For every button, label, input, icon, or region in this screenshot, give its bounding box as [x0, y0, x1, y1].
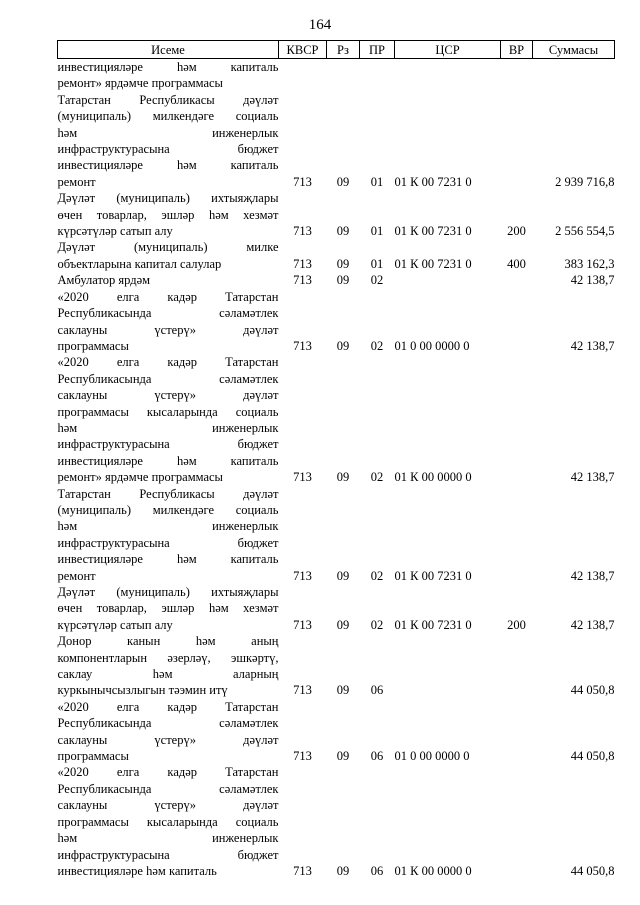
row-csr: [395, 633, 501, 699]
row-kvsr: 713: [293, 470, 312, 485]
row-name-line: инфраструктурасына бюджет: [57, 142, 279, 157]
table-row: [58, 59, 615, 92]
row-name-line: Дәүләт (муниципаль) ихтыяҗлары: [57, 585, 279, 599]
row-name-line: Республикасында сәламәтлек: [57, 371, 279, 386]
row-kvsr: 713: [293, 617, 312, 632]
row-pr: 02: [370, 617, 384, 632]
row-name-line: «2020 елга кадәр Татарстан: [57, 765, 279, 780]
table-row: [58, 289, 615, 355]
table-row: [58, 699, 615, 765]
row-csr: 01 К 00 7231 0: [394, 568, 472, 583]
row-name-line: куркынычсызлыгын тәэмин итү: [57, 683, 228, 698]
row-rz: 09: [336, 224, 350, 239]
row-sum: 42 138,7: [570, 338, 615, 353]
row-rz: 09: [336, 863, 350, 878]
row-name: [58, 289, 279, 355]
row-name-line: һәм инженерлык: [57, 420, 279, 435]
row-name-line: Дәүләт (муниципаль) милке: [57, 240, 279, 255]
row-name-line: Амбулатор ярдәм: [57, 273, 151, 288]
budget-table: [57, 40, 615, 879]
row-pr: 01: [370, 224, 384, 239]
row-name-line: инвестицияләре һәм капиталь: [57, 552, 279, 567]
row-sum: 42 138,7: [570, 568, 615, 583]
table-body: [58, 59, 615, 880]
table-row: [58, 239, 615, 272]
table-row: [58, 486, 615, 584]
header-pr: ПР: [360, 41, 395, 59]
row-rz: 09: [336, 683, 350, 698]
row-name-line: программасы кысаларында социаль: [57, 814, 279, 829]
row-kvsr: 713: [293, 273, 312, 288]
row-pr: [360, 59, 395, 92]
row-vr: [501, 92, 533, 190]
row-rz: 09: [336, 174, 350, 189]
row-name: [58, 92, 279, 190]
row-name-line: һәм инженерлык: [57, 125, 279, 140]
row-csr: 01 К 00 7231 0: [394, 617, 472, 632]
row-vr: [501, 699, 533, 765]
row-kvsr: 713: [293, 749, 312, 764]
row-name-line: «2020 елга кадәр Татарстан: [57, 289, 279, 304]
row-kvsr: 713: [293, 863, 312, 878]
row-vr: [501, 764, 533, 879]
row-name-line: компонентларын әзерләү, эшкәртү,: [57, 650, 279, 665]
row-name-line: Донор канын һәм аның: [57, 634, 279, 649]
row-pr: 06: [370, 863, 384, 878]
row-name: [58, 354, 279, 485]
row-name-line: саклау һәм аларның: [57, 667, 279, 682]
row-name-line: «2020 елга кадәр Татарстан: [57, 355, 279, 370]
row-kvsr: 713: [293, 174, 312, 189]
table-row: [58, 272, 615, 288]
table-row: [58, 633, 615, 699]
row-name-line: саклауны үстерү» дәүләт: [57, 322, 279, 337]
row-name-line: һәм инженерлык: [57, 519, 279, 534]
row-rz: 09: [336, 273, 350, 288]
row-sum: 383 162,3: [564, 256, 615, 271]
row-name: [58, 764, 279, 879]
row-name-line: инвестицияләре һәм капиталь: [57, 453, 279, 468]
row-kvsr: 713: [293, 224, 312, 239]
row-pr: 06: [370, 683, 384, 698]
table-row: [58, 92, 615, 190]
row-name-line: күрсәтүләр сатып алу: [57, 224, 173, 239]
row-name-line: саклауны үстерү» дәүләт: [57, 732, 279, 747]
row-name-line: инвестицияләре һәм капиталь: [57, 863, 217, 878]
row-name-line: инвестицияләре һәм капиталь: [57, 60, 279, 74]
row-name-line: Дәүләт (муниципаль) ихтыяҗлары: [57, 191, 279, 206]
row-rz: 09: [336, 470, 350, 485]
row-rz: 09: [336, 617, 350, 632]
row-pr: 01: [370, 256, 384, 271]
row-name-line: ремонт: [57, 568, 96, 583]
row-name-line: объектларына капитал салулар: [57, 256, 222, 271]
row-vr: 400: [507, 256, 526, 271]
row-vr: [501, 59, 533, 92]
row-name-line: Татарстан Республикасы дәүләт: [57, 486, 279, 501]
header-sum: Суммасы: [533, 41, 615, 59]
header-csr: ЦСР: [395, 41, 501, 59]
row-name-line: Республикасында сәламәтлек: [57, 716, 279, 731]
row-kvsr: 713: [293, 256, 312, 271]
row-vr: 200: [507, 617, 526, 632]
row-name-line: ремонт» ярдәмче программасы: [57, 76, 223, 91]
row-name-line: өчен товарлар, эшләр һәм хезмәт: [57, 601, 279, 616]
row-sum: 42 138,7: [570, 273, 615, 288]
page-number: 164: [308, 17, 332, 33]
row-csr: 01 К 00 0000 0: [394, 863, 472, 878]
header-vr: ВР: [501, 41, 533, 59]
row-name-line: инфраструктурасына бюджет: [57, 437, 279, 452]
row-name-line: Татарстан Республикасы дәүләт: [57, 92, 279, 107]
row-rz: 09: [336, 568, 350, 583]
row-name: [58, 486, 279, 584]
row-sum: 2 939 716,8: [555, 174, 615, 189]
header-rz: Рз: [327, 41, 360, 59]
row-csr: 01 0 00 0000 0: [394, 749, 470, 764]
row-csr: 01 К 00 7231 0: [394, 224, 472, 239]
row-csr: 01 К 00 0000 0: [394, 470, 472, 485]
row-csr: [395, 59, 501, 92]
row-name-line: ремонт» ярдәмче программасы: [57, 470, 223, 485]
row-name: [58, 239, 279, 272]
row-sum: 44 050,8: [570, 683, 615, 698]
row-pr: 02: [370, 338, 384, 353]
row-pr: 06: [370, 749, 384, 764]
row-rz: 09: [336, 749, 350, 764]
row-vr: [501, 289, 533, 355]
row-pr: 01: [370, 174, 384, 189]
row-name: [58, 272, 279, 288]
row-name-line: программасы: [57, 338, 129, 353]
header-kvsr: КВСР: [279, 41, 327, 59]
row-vr: [501, 486, 533, 584]
row-name-line: һәм инженерлык: [57, 831, 279, 846]
row-pr: 02: [370, 568, 384, 583]
row-name-line: (муниципаль) милкендәге социаль: [57, 109, 279, 124]
row-csr: 01 К 00 7231 0: [394, 256, 472, 271]
row-name-line: күрсәтүләр сатып алу: [57, 617, 173, 632]
row-kvsr: 713: [293, 568, 312, 583]
table-row: [58, 584, 615, 633]
row-sum: 42 138,7: [570, 617, 615, 632]
row-rz: [327, 59, 360, 92]
row-vr: [501, 354, 533, 485]
row-vr: [501, 633, 533, 699]
row-csr: 01 К 00 7231 0: [394, 174, 472, 189]
row-name-line: ремонт: [57, 174, 96, 189]
row-rz: 09: [336, 338, 350, 353]
row-kvsr: [279, 59, 327, 92]
row-name-line: Республикасында сәламәтлек: [57, 306, 279, 321]
row-csr: 01 0 00 0000 0: [394, 338, 470, 353]
row-sum: 2 556 554,5: [555, 224, 615, 239]
row-name-line: инвестицияләре һәм капиталь: [57, 158, 279, 173]
row-sum: 44 050,8: [570, 863, 615, 878]
header-name: Исеме: [58, 41, 279, 59]
table-row: [58, 190, 615, 239]
table-row: [58, 764, 615, 879]
row-name-line: Республикасында сәламәтлек: [57, 781, 279, 796]
row-kvsr: 713: [293, 683, 312, 698]
row-sum: 44 050,8: [570, 749, 615, 764]
row-kvsr: 713: [293, 338, 312, 353]
row-name-line: инфраструктурасына бюджет: [57, 847, 279, 862]
row-vr: [501, 272, 533, 288]
row-name-line: инфраструктурасына бюджет: [57, 535, 279, 550]
row-sum: 42 138,7: [570, 470, 615, 485]
row-name-line: саклауны үстерү» дәүләт: [57, 798, 279, 813]
row-name-line: саклауны үстерү» дәүләт: [57, 388, 279, 403]
row-name-line: өчен товарлар, эшләр һәм хезмәт: [57, 207, 279, 222]
row-name-line: программасы кысаларында социаль: [57, 404, 279, 419]
row-pr: 02: [370, 273, 384, 288]
row-pr: 02: [370, 470, 384, 485]
row-name: [58, 584, 279, 633]
row-rz: 09: [336, 256, 350, 271]
row-name-line: (муниципаль) милкендәге социаль: [57, 502, 279, 517]
row-name-line: программасы: [57, 749, 129, 764]
row-vr: 200: [507, 224, 526, 239]
row-name: [58, 633, 279, 699]
row-name-line: «2020 елга кадәр Татарстан: [57, 699, 279, 714]
row-name: [58, 699, 279, 765]
table-row: [58, 354, 615, 485]
row-name: [58, 59, 279, 92]
row-name: [58, 190, 279, 239]
row-csr: [395, 272, 501, 288]
table-header-row: [58, 41, 615, 59]
row-sum: [533, 59, 615, 92]
